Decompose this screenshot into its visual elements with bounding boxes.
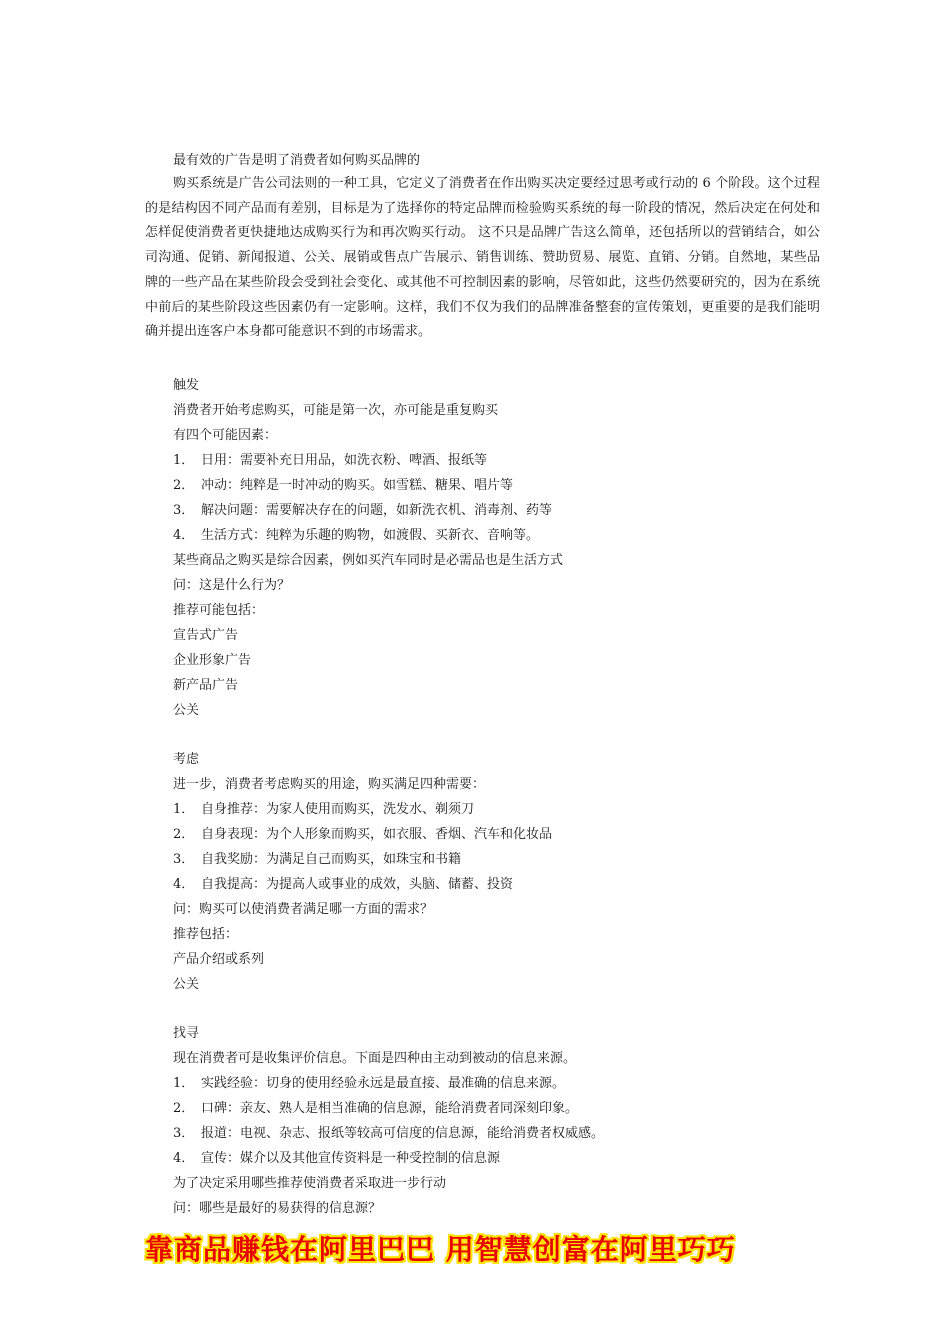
list-item-number: 3． [173,503,195,518]
list-item [173,852,461,868]
list-item-text: 自身推荐：为家人使用而购买，洗发水、剃须刀 [201,802,475,817]
section-heading-search: 找寻 [173,1026,200,1041]
recommendation-item: 公关 [173,977,200,992]
list-item-text: 实践经验：切身的使用经验永远是最直接、最准确的信息来源。 [201,1076,566,1091]
trigger-note: 某些商品之购买是综合因素，例如买汽车同时是必需品也是生活方式 [173,553,564,568]
recommendation-item: 新产品广告 [173,678,239,693]
list-item [173,1076,565,1092]
list-item-text: 报道：电视、杂志、报纸等较高可信度的信息源，能给消费者权威感。 [201,1126,605,1141]
list-item-text: 自我提高：为提高人或事业的成效，头脑、储蓄、投资 [201,877,514,892]
list-item-number: 4． [173,528,195,543]
intro-paragraph: 购买系统是广告公司法则的一种工具，它定义了消费者在作出购买决定要经过思考或行动的 6 个阶段。这个过程的是结构因不同产品而有差别，目标是为了选择你的特定品牌而检验购买系统的每一阶段的情况，然后决定在何处和怎样促使消费者更快捷地达成购买行为和再次购买行动。 这不只是品牌广告这么简单，还包括所以的营销结合，如公司沟通、促销、新闻报道、公关、展销或售点广告展示、销售训练、赞助贸易、展览、直销、分销。自然地，某些品牌的一些产品在某些阶段会受到社会变化、或其他不可控制因素的影响，尽管如此，这些仍然要研究的，因为在系统中前后的某些阶段这些因素仍有一定影响。这样，我们不仅为我们的品牌准备整套的宣传策划，更重要的是我们能明确并提出连客户本身都可能意识不到的市场需求。 [145,176,820,340]
list-item [173,478,513,494]
list-item-number: 1． [173,802,195,817]
list-item-number: 4． [173,877,195,892]
section-heading-trigger: 触发 [173,378,200,393]
list-item [173,877,513,893]
list-item-text: 冲动：纯粹是一时冲动的购买。如雪糕、糖果、唱片等 [201,478,514,493]
list-item-text: 宣传：媒介以及其他宣传资料是一种受控制的信息源 [201,1151,501,1166]
list-item-text: 生活方式：纯粹为乐趣的购物，如渡假、买新衣、音响等。 [201,528,540,543]
consider-question: 问：购买可以使消费者满足哪一方面的需求？ [173,902,434,917]
list-item [173,453,487,469]
list-item-number: 4． [173,1151,195,1166]
recommendation-item: 公关 [173,703,200,718]
list-item [173,503,552,519]
search-description: 现在消费者可是收集评价信息。下面是四种由主动到被动的信息来源。 [173,1051,577,1066]
search-question: 问：哪些是最好的易获得的信息源？ [173,1201,382,1216]
list-item-text: 日用：需要补充日用品，如洗衣粉、啤酒、报纸等 [201,453,488,468]
trigger-question: 问：这是什么行为？ [173,578,291,593]
list-item [173,1101,578,1117]
consider-description: 进一步，消费者考虑购买的用途，购买满足四种需要： [173,777,486,792]
list-item [173,827,552,843]
recommendation-item: 产品介绍或系列 [173,952,265,967]
list-item [173,802,474,818]
list-item-text: 解决问题：需要解决存在的问题，如新洗衣机、消毒剂、药等 [201,503,553,518]
list-item-text: 口碑：亲友、熟人是相当准确的信息源，能给消费者同深刻印象。 [201,1101,579,1116]
list-item-number: 2． [173,1101,195,1116]
consider-recommendation-label: 推荐包括： [173,927,239,942]
document-title: 最有效的广告是明了消费者如何购买品牌的 [173,153,421,168]
list-item-number: 1． [173,1076,195,1091]
trigger-description: 消费者开始考虑购买，可能是第一次，亦可能是重复购买 [173,403,499,418]
section-heading-consider: 考虑 [173,752,200,767]
list-item [173,528,539,544]
recommendation-item: 企业形象广告 [173,653,252,668]
search-note: 为了决定采用哪些推荐使消费者采取进一步行动 [173,1176,447,1191]
list-item-number: 2． [173,478,195,493]
list-item [173,1151,500,1167]
list-item-text: 自我奖励：为满足自己而购买，如珠宝和书籍 [201,852,462,867]
list-item-number: 3． [173,852,195,867]
list-item-number: 2． [173,827,195,842]
trigger-factors-label: 有四个可能因素： [173,428,278,443]
trigger-recommendation-label: 推荐可能包括： [173,603,265,618]
promo-banner: 靠商品赚钱在阿里巴巴 用智慧创富在阿里巧巧 [145,1233,736,1266]
list-item-number: 3． [173,1126,195,1141]
list-item-text: 自身表现：为个人形象而购买，如衣服、香烟、汽车和化妆品 [201,827,553,842]
recommendation-item: 宣告式广告 [173,628,239,643]
list-item-number: 1． [173,453,195,468]
list-item [173,1126,604,1142]
